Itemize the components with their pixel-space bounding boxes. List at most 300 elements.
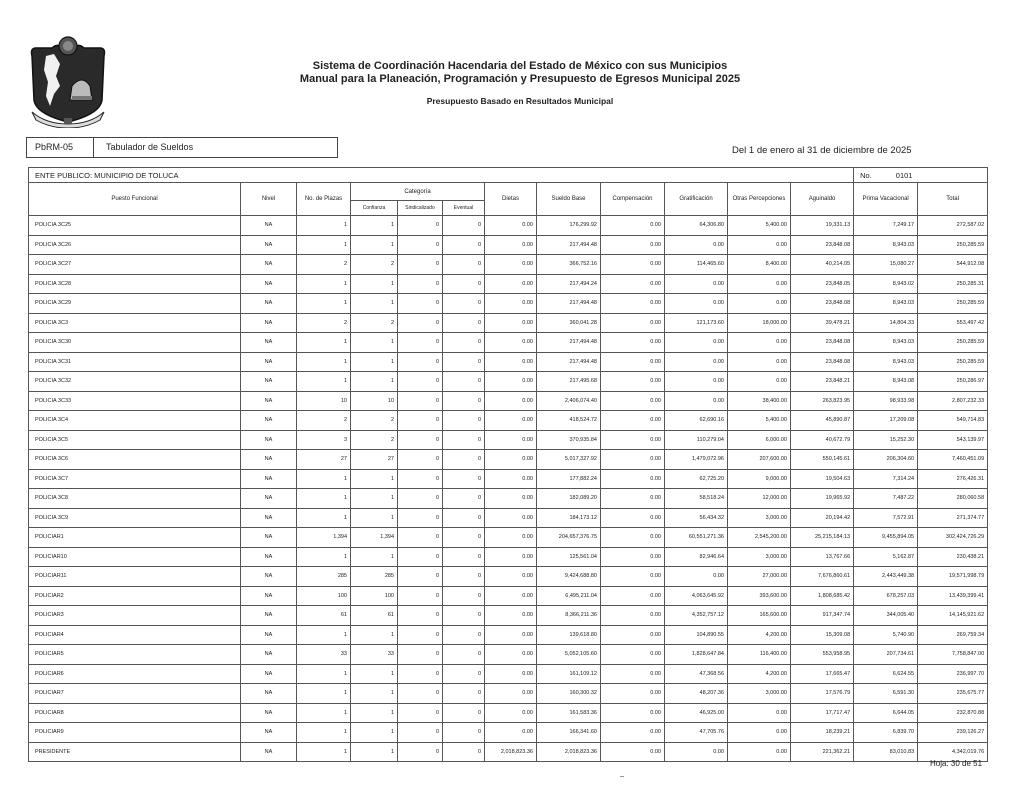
cell-puesto: POLICIAR3 bbox=[29, 606, 241, 626]
cell-sueldo-base: 176,299.92 bbox=[537, 216, 601, 236]
table-row bbox=[29, 703, 988, 723]
title-line-2: Manual para la Planeación, Programación y Presupuesto de Egresos Municipal 2025 bbox=[299, 73, 741, 85]
cell-puesto: POLICIA 3C25 bbox=[29, 216, 241, 236]
cell-nivel: NA bbox=[241, 567, 297, 587]
cell-dietas: 0.00 bbox=[485, 606, 537, 626]
cell-dietas: 0.00 bbox=[485, 567, 537, 587]
cell-nivel: NA bbox=[241, 235, 297, 255]
cell-prima-vacacional: 6,644.05 bbox=[854, 703, 918, 723]
cell-compensacion: 0.00 bbox=[601, 352, 665, 372]
cell-confianza: 1 bbox=[351, 664, 398, 684]
table-row bbox=[29, 352, 988, 372]
cell-compensacion: 0.00 bbox=[601, 391, 665, 411]
cell-compensacion: 0.00 bbox=[601, 372, 665, 392]
cell-total: 269,759.34 bbox=[918, 625, 988, 645]
cell-gratificacion: 1,828,647.84 bbox=[665, 645, 728, 665]
table-row bbox=[29, 489, 988, 509]
cell-prima-vacacional: 8,943.08 bbox=[854, 372, 918, 392]
cell-nivel: NA bbox=[241, 723, 297, 743]
cell-puesto: POLICIAR1 bbox=[29, 528, 241, 548]
cell-gratificacion: 48,207.36 bbox=[665, 684, 728, 704]
cell-total: 250,285.59 bbox=[918, 352, 988, 372]
cell-aguinaldo: 40,672.79 bbox=[791, 430, 854, 450]
cell-prima-vacacional: 8,943.03 bbox=[854, 333, 918, 353]
cell-sueldo-base: 217,494.48 bbox=[537, 294, 601, 314]
cell-eventual: 0 bbox=[443, 294, 485, 314]
cell-sindicalizado: 0 bbox=[398, 703, 443, 723]
cell-otras-percepciones: 0.00 bbox=[728, 274, 791, 294]
cell-compensacion: 0.00 bbox=[601, 528, 665, 548]
cell-compensacion: 0.00 bbox=[601, 216, 665, 236]
cell-sindicalizado: 0 bbox=[398, 274, 443, 294]
col-sueldo-base: Sueldo Base bbox=[537, 183, 601, 216]
ente-publico-label: ENTE PUBLICO: MUNICIPIO DE TOLUCA bbox=[29, 168, 854, 183]
cell-prima-vacacional: 7,314.24 bbox=[854, 469, 918, 489]
cell-otras-percepciones: 3,000.00 bbox=[728, 508, 791, 528]
cell-sindicalizado: 0 bbox=[398, 372, 443, 392]
cell-nivel: NA bbox=[241, 274, 297, 294]
col-dietas: Dietas bbox=[485, 183, 537, 216]
cell-compensacion: 0.00 bbox=[601, 567, 665, 587]
cell-sueldo-base: 418,524.72 bbox=[537, 411, 601, 431]
cell-prima-vacacional: 83,010.83 bbox=[854, 742, 918, 762]
col-total: Total bbox=[918, 183, 988, 216]
cell-compensacion: 0.00 bbox=[601, 430, 665, 450]
cell-aguinaldo: 18,239.21 bbox=[791, 723, 854, 743]
cell-confianza: 61 bbox=[351, 606, 398, 626]
cell-dietas: 2,018,823.36 bbox=[485, 742, 537, 762]
cell-dietas: 0.00 bbox=[485, 333, 537, 353]
cell-prima-vacacional: 8,943.03 bbox=[854, 235, 918, 255]
cell-gratificacion: 62,725.20 bbox=[665, 469, 728, 489]
cell-nivel: NA bbox=[241, 411, 297, 431]
cell-confianza: 10 bbox=[351, 391, 398, 411]
cell-total: 235,675.77 bbox=[918, 684, 988, 704]
table-body bbox=[29, 216, 988, 762]
cell-puesto: POLICIAR2 bbox=[29, 586, 241, 606]
cell-aguinaldo: 17,717.47 bbox=[791, 703, 854, 723]
cell-otras-percepciones: 0.00 bbox=[728, 294, 791, 314]
cell-prima-vacacional: 7,249.17 bbox=[854, 216, 918, 236]
cell-aguinaldo: 221,362.21 bbox=[791, 742, 854, 762]
cell-compensacion: 0.00 bbox=[601, 450, 665, 470]
cell-prima-vacacional: 7,487.22 bbox=[854, 489, 918, 509]
cell-sueldo-base: 160,300.32 bbox=[537, 684, 601, 704]
coat-of-arms-logo bbox=[26, 34, 110, 128]
cell-dietas: 0.00 bbox=[485, 703, 537, 723]
subtitle: Presupuesto Basado en Resultados Municipal bbox=[426, 96, 614, 106]
cell-total: 276,426.31 bbox=[918, 469, 988, 489]
cell-sueldo-base: 217,494.48 bbox=[537, 352, 601, 372]
cell-prima-vacacional: 207,734.61 bbox=[854, 645, 918, 665]
cell-eventual: 0 bbox=[443, 469, 485, 489]
cell-sueldo-base: 6,495,211.04 bbox=[537, 586, 601, 606]
cell-aguinaldo: 40,214.05 bbox=[791, 255, 854, 275]
cell-plazas: 1 bbox=[297, 216, 351, 236]
table-row bbox=[29, 313, 988, 333]
cell-aguinaldo: 23,848.08 bbox=[791, 235, 854, 255]
cell-total: 250,285.59 bbox=[918, 235, 988, 255]
cell-puesto: PRESIDENTE bbox=[29, 742, 241, 762]
cell-dietas: 0.00 bbox=[485, 723, 537, 743]
cell-dietas: 0.00 bbox=[485, 684, 537, 704]
cell-eventual: 0 bbox=[443, 625, 485, 645]
cell-sindicalizado: 0 bbox=[398, 547, 443, 567]
cell-confianza: 2 bbox=[351, 411, 398, 431]
cell-puesto: POLICIA 3C8 bbox=[29, 489, 241, 509]
cell-otras-percepciones: 12,000.00 bbox=[728, 489, 791, 509]
cell-prima-vacacional: 6,591.30 bbox=[854, 684, 918, 704]
cell-aguinaldo: 25,215,184.13 bbox=[791, 528, 854, 548]
cell-prima-vacacional: 98,933.98 bbox=[854, 391, 918, 411]
cell-compensacion: 0.00 bbox=[601, 411, 665, 431]
cell-puesto: POLICIA 3C33 bbox=[29, 391, 241, 411]
cell-dietas: 0.00 bbox=[485, 352, 537, 372]
cell-otras-percepciones: 5,400.00 bbox=[728, 216, 791, 236]
cell-prima-vacacional: 15,080.27 bbox=[854, 255, 918, 275]
cell-prima-vacacional: 2,443,449.38 bbox=[854, 567, 918, 587]
cell-total: 280,060.58 bbox=[918, 489, 988, 509]
cell-confianza: 1 bbox=[351, 274, 398, 294]
cell-prima-vacacional: 8,943.03 bbox=[854, 352, 918, 372]
cell-compensacion: 0.00 bbox=[601, 274, 665, 294]
cell-nivel: NA bbox=[241, 450, 297, 470]
cell-sueldo-base: 8,366,211.36 bbox=[537, 606, 601, 626]
cell-prima-vacacional: 17,209.08 bbox=[854, 411, 918, 431]
cell-otras-percepciones: 18,000.00 bbox=[728, 313, 791, 333]
cell-gratificacion: 82,946.64 bbox=[665, 547, 728, 567]
title-line-1: Sistema de Coordinación Hacendaria del Estado de México con sus Municipios bbox=[312, 60, 728, 72]
cell-sindicalizado: 0 bbox=[398, 742, 443, 762]
cell-total: 549,714.83 bbox=[918, 411, 988, 431]
cell-compensacion: 0.00 bbox=[601, 742, 665, 762]
cell-gratificacion: 0.00 bbox=[665, 372, 728, 392]
table-row bbox=[29, 255, 988, 275]
cell-otras-percepciones: 207,600.00 bbox=[728, 450, 791, 470]
cell-plazas: 100 bbox=[297, 586, 351, 606]
cell-total: 250,285.31 bbox=[918, 274, 988, 294]
cell-aguinaldo: 45,890.87 bbox=[791, 411, 854, 431]
cell-confianza: 1,394 bbox=[351, 528, 398, 548]
cell-gratificacion: 0.00 bbox=[665, 333, 728, 353]
cell-sueldo-base: 166,341.60 bbox=[537, 723, 601, 743]
cell-eventual: 0 bbox=[443, 723, 485, 743]
cell-plazas: 1 bbox=[297, 547, 351, 567]
cell-aguinaldo: 19,331.13 bbox=[791, 216, 854, 236]
col-eventual: Eventual bbox=[443, 201, 485, 216]
cell-gratificacion: 4,352,757.12 bbox=[665, 606, 728, 626]
col-prima-vacacional: Prima Vacacional bbox=[854, 183, 918, 216]
cell-sindicalizado: 0 bbox=[398, 313, 443, 333]
cell-puesto: POLICIAR5 bbox=[29, 645, 241, 665]
cell-compensacion: 0.00 bbox=[601, 235, 665, 255]
cell-dietas: 0.00 bbox=[485, 450, 537, 470]
cell-eventual: 0 bbox=[443, 528, 485, 548]
cell-eventual: 0 bbox=[443, 274, 485, 294]
cell-gratificacion: 4,063,645.92 bbox=[665, 586, 728, 606]
cell-confianza: 1 bbox=[351, 625, 398, 645]
cell-sindicalizado: 0 bbox=[398, 586, 443, 606]
cell-otras-percepciones: 2,545,200.00 bbox=[728, 528, 791, 548]
cell-compensacion: 0.00 bbox=[601, 723, 665, 743]
cell-total: 543,139.97 bbox=[918, 430, 988, 450]
cell-otras-percepciones: 8,400.00 bbox=[728, 255, 791, 275]
table-row bbox=[29, 216, 988, 236]
cell-nivel: NA bbox=[241, 469, 297, 489]
cell-plazas: 2 bbox=[297, 313, 351, 333]
cell-dietas: 0.00 bbox=[485, 372, 537, 392]
table-row bbox=[29, 742, 988, 762]
ente-number-value: 0101 bbox=[895, 170, 913, 180]
cell-nivel: NA bbox=[241, 645, 297, 665]
period-label: Del 1 de enero al 31 de diciembre de 2025 bbox=[732, 145, 912, 156]
cell-confianza: 1 bbox=[351, 489, 398, 509]
cell-aguinaldo: 553,958.95 bbox=[791, 645, 854, 665]
cell-gratificacion: 0.00 bbox=[665, 294, 728, 314]
cell-total: 13,439,399.41 bbox=[918, 586, 988, 606]
cell-nivel: NA bbox=[241, 703, 297, 723]
cell-dietas: 0.00 bbox=[485, 411, 537, 431]
table-row bbox=[29, 469, 988, 489]
cell-aguinaldo: 263,823.95 bbox=[791, 391, 854, 411]
cell-puesto: POLICIAR4 bbox=[29, 625, 241, 645]
cell-sueldo-base: 217,495.68 bbox=[537, 372, 601, 392]
cell-eventual: 0 bbox=[443, 313, 485, 333]
cell-nivel: NA bbox=[241, 489, 297, 509]
cell-sindicalizado: 0 bbox=[398, 391, 443, 411]
cell-prima-vacacional: 5,162.87 bbox=[854, 547, 918, 567]
cell-plazas: 1 bbox=[297, 294, 351, 314]
cell-compensacion: 0.00 bbox=[601, 645, 665, 665]
cell-plazas: 1 bbox=[297, 333, 351, 353]
document-header bbox=[200, 60, 840, 106]
cell-aguinaldo: 23,848.08 bbox=[791, 352, 854, 372]
cell-prima-vacacional: 206,304.60 bbox=[854, 450, 918, 470]
cell-plazas: 1 bbox=[297, 723, 351, 743]
cell-otras-percepciones: 3,000.00 bbox=[728, 684, 791, 704]
cell-otras-percepciones: 165,600.00 bbox=[728, 606, 791, 626]
cell-prima-vacacional: 15,252.30 bbox=[854, 430, 918, 450]
cell-sindicalizado: 0 bbox=[398, 528, 443, 548]
cell-puesto: POLICIA 3C9 bbox=[29, 508, 241, 528]
table-row bbox=[29, 333, 988, 353]
cell-gratificacion: 104,890.55 bbox=[665, 625, 728, 645]
cell-total: 7,460,451.09 bbox=[918, 450, 988, 470]
cell-sindicalizado: 0 bbox=[398, 489, 443, 509]
cell-aguinaldo: 15,309.08 bbox=[791, 625, 854, 645]
col-puesto-funcional: Puesto Funcional bbox=[29, 183, 241, 216]
cell-otras-percepciones: 393,600.00 bbox=[728, 586, 791, 606]
cell-nivel: NA bbox=[241, 528, 297, 548]
cell-puesto: POLICIAR9 bbox=[29, 723, 241, 743]
cell-gratificacion: 58,518.24 bbox=[665, 489, 728, 509]
cell-compensacion: 0.00 bbox=[601, 489, 665, 509]
cell-eventual: 0 bbox=[443, 216, 485, 236]
cell-prima-vacacional: 6,624.55 bbox=[854, 664, 918, 684]
cell-eventual: 0 bbox=[443, 547, 485, 567]
cell-otras-percepciones: 0.00 bbox=[728, 723, 791, 743]
cell-total: 272,587.02 bbox=[918, 216, 988, 236]
cell-plazas: 27 bbox=[297, 450, 351, 470]
cell-sueldo-base: 184,173.12 bbox=[537, 508, 601, 528]
cell-confianza: 1 bbox=[351, 469, 398, 489]
col-aguinaldo: Aguinaldo bbox=[791, 183, 854, 216]
scan-mark bbox=[620, 776, 624, 777]
cell-aguinaldo: 23,848.08 bbox=[791, 294, 854, 314]
cell-eventual: 0 bbox=[443, 567, 485, 587]
cell-total: 239,126.27 bbox=[918, 723, 988, 743]
table-row bbox=[29, 450, 988, 470]
cell-confianza: 1 bbox=[351, 684, 398, 704]
cell-aguinaldo: 13,767.66 bbox=[791, 547, 854, 567]
cell-plazas: 1 bbox=[297, 508, 351, 528]
form-name: Tabulador de Sueldos bbox=[106, 142, 194, 152]
cell-dietas: 0.00 bbox=[485, 664, 537, 684]
cell-plazas: 10 bbox=[297, 391, 351, 411]
cell-prima-vacacional: 7,572.91 bbox=[854, 508, 918, 528]
table-row bbox=[29, 372, 988, 392]
cell-gratificacion: 0.00 bbox=[665, 352, 728, 372]
cell-aguinaldo: 23,848.05 bbox=[791, 274, 854, 294]
cell-gratificacion: 121,173.60 bbox=[665, 313, 728, 333]
cell-gratificacion: 62,690.16 bbox=[665, 411, 728, 431]
cell-sueldo-base: 366,752.16 bbox=[537, 255, 601, 275]
cell-plazas: 3 bbox=[297, 430, 351, 450]
cell-compensacion: 0.00 bbox=[601, 255, 665, 275]
cell-confianza: 2 bbox=[351, 313, 398, 333]
cell-compensacion: 0.00 bbox=[601, 294, 665, 314]
cell-eventual: 0 bbox=[443, 684, 485, 704]
cell-dietas: 0.00 bbox=[485, 391, 537, 411]
cell-sueldo-base: 5,052,105.60 bbox=[537, 645, 601, 665]
cell-sueldo-base: 5,017,327.92 bbox=[537, 450, 601, 470]
cell-plazas: 1 bbox=[297, 664, 351, 684]
col-compensacion: Compensación bbox=[601, 183, 665, 216]
cell-compensacion: 0.00 bbox=[601, 586, 665, 606]
cell-puesto: POLICIAR8 bbox=[29, 703, 241, 723]
cell-dietas: 0.00 bbox=[485, 255, 537, 275]
table-row bbox=[29, 411, 988, 431]
cell-gratificacion: 60,551,271.36 bbox=[665, 528, 728, 548]
cell-total: 2,807,232.33 bbox=[918, 391, 988, 411]
cell-plazas: 1 bbox=[297, 703, 351, 723]
cell-total: 271,374.77 bbox=[918, 508, 988, 528]
cell-aguinaldo: 17,665.47 bbox=[791, 664, 854, 684]
cell-compensacion: 0.00 bbox=[601, 606, 665, 626]
cell-confianza: 1 bbox=[351, 508, 398, 528]
col-no-plazas: No. de Plazas bbox=[297, 183, 351, 216]
cell-sueldo-base: 125,561.04 bbox=[537, 547, 601, 567]
cell-dietas: 0.00 bbox=[485, 547, 537, 567]
cell-prima-vacacional: 5,740.90 bbox=[854, 625, 918, 645]
cell-gratificacion: 0.00 bbox=[665, 235, 728, 255]
cell-confianza: 2 bbox=[351, 255, 398, 275]
cell-nivel: NA bbox=[241, 606, 297, 626]
cell-nivel: NA bbox=[241, 255, 297, 275]
cell-total: 544,912.08 bbox=[918, 255, 988, 275]
cell-gratificacion: 110,279.04 bbox=[665, 430, 728, 450]
cell-gratificacion: 0.00 bbox=[665, 742, 728, 762]
table-row bbox=[29, 625, 988, 645]
cell-prima-vacacional: 344,005.40 bbox=[854, 606, 918, 626]
cell-nivel: NA bbox=[241, 684, 297, 704]
cell-confianza: 1 bbox=[351, 294, 398, 314]
cell-otras-percepciones: 3,000.00 bbox=[728, 547, 791, 567]
cell-sindicalizado: 0 bbox=[398, 664, 443, 684]
cell-plazas: 285 bbox=[297, 567, 351, 587]
cell-puesto: POLICIAR6 bbox=[29, 664, 241, 684]
form-identifier-box bbox=[26, 137, 338, 158]
cell-dietas: 0.00 bbox=[485, 625, 537, 645]
cell-compensacion: 0.00 bbox=[601, 703, 665, 723]
cell-sueldo-base: 161,583.36 bbox=[537, 703, 601, 723]
cell-total: 232,870.88 bbox=[918, 703, 988, 723]
cell-sueldo-base: 217,494.48 bbox=[537, 333, 601, 353]
cell-gratificacion: 1,479,072.96 bbox=[665, 450, 728, 470]
cell-nivel: NA bbox=[241, 430, 297, 450]
cell-aguinaldo: 23,848.08 bbox=[791, 333, 854, 353]
cell-eventual: 0 bbox=[443, 586, 485, 606]
cell-dietas: 0.00 bbox=[485, 489, 537, 509]
cell-puesto: POLICIA 3C6 bbox=[29, 450, 241, 470]
salary-table bbox=[28, 167, 988, 762]
cell-puesto: POLICIA 3C26 bbox=[29, 235, 241, 255]
col-confianza: Confianza bbox=[351, 201, 398, 216]
cell-plazas: 2 bbox=[297, 411, 351, 431]
cell-compensacion: 0.00 bbox=[601, 313, 665, 333]
table-row bbox=[29, 274, 988, 294]
cell-sindicalizado: 0 bbox=[398, 333, 443, 353]
cell-gratificacion: 0.00 bbox=[665, 567, 728, 587]
cell-sueldo-base: 9,424,688.80 bbox=[537, 567, 601, 587]
table-row bbox=[29, 567, 988, 587]
cell-sindicalizado: 0 bbox=[398, 216, 443, 236]
cell-puesto: POLICIA 3C30 bbox=[29, 333, 241, 353]
cell-total: 553,497.42 bbox=[918, 313, 988, 333]
table-row bbox=[29, 645, 988, 665]
cell-gratificacion: 64,306.80 bbox=[665, 216, 728, 236]
ente-number bbox=[854, 168, 988, 183]
cell-total: 250,285.59 bbox=[918, 294, 988, 314]
cell-compensacion: 0.00 bbox=[601, 547, 665, 567]
cell-otras-percepciones: 0.00 bbox=[728, 372, 791, 392]
cell-plazas: 1 bbox=[297, 489, 351, 509]
cell-gratificacion: 0.00 bbox=[665, 391, 728, 411]
cell-nivel: NA bbox=[241, 586, 297, 606]
cell-sueldo-base: 217,494.48 bbox=[537, 235, 601, 255]
cell-plazas: 1 bbox=[297, 684, 351, 704]
cell-sindicalizado: 0 bbox=[398, 723, 443, 743]
cell-sueldo-base: 161,109.12 bbox=[537, 664, 601, 684]
table-row bbox=[29, 547, 988, 567]
cell-plazas: 1 bbox=[297, 469, 351, 489]
cell-gratificacion: 47,368.56 bbox=[665, 664, 728, 684]
ente-row bbox=[29, 168, 988, 183]
cell-sindicalizado: 0 bbox=[398, 235, 443, 255]
cell-dietas: 0.00 bbox=[485, 586, 537, 606]
cell-dietas: 0.00 bbox=[485, 294, 537, 314]
cell-eventual: 0 bbox=[443, 508, 485, 528]
cell-dietas: 0.00 bbox=[485, 235, 537, 255]
cell-compensacion: 0.00 bbox=[601, 664, 665, 684]
cell-prima-vacacional: 6,839.70 bbox=[854, 723, 918, 743]
cell-sindicalizado: 0 bbox=[398, 508, 443, 528]
table-row bbox=[29, 528, 988, 548]
cell-otras-percepciones: 0.00 bbox=[728, 352, 791, 372]
cell-eventual: 0 bbox=[443, 235, 485, 255]
cell-nivel: NA bbox=[241, 547, 297, 567]
cell-confianza: 1 bbox=[351, 352, 398, 372]
